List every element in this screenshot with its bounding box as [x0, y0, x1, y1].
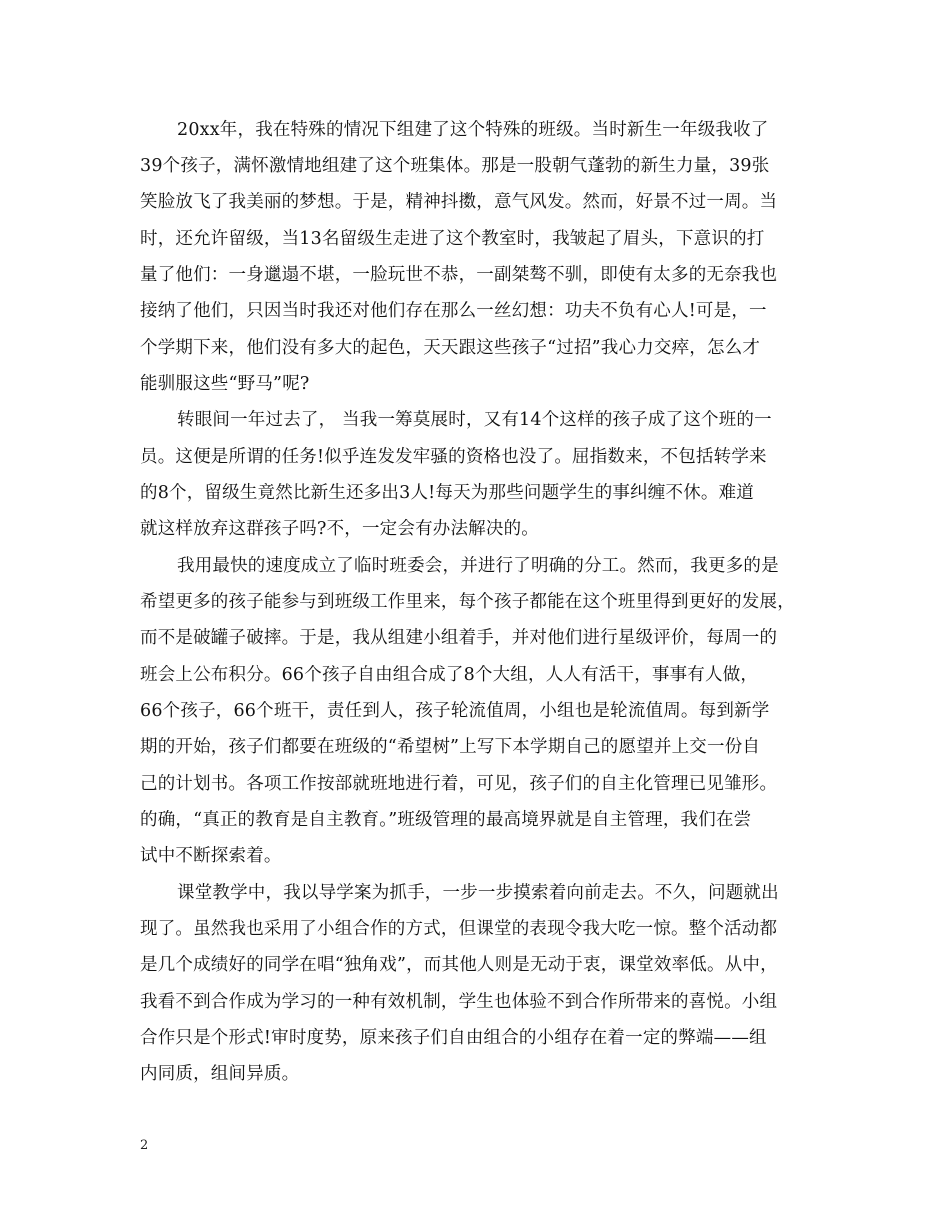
paragraph-line: 量了他们：一身邋遢不堪，一脸玩世不恭，一副桀骜不驯，即使有太多的无奈我也 [140, 265, 778, 285]
paragraph-line: 己的计划书。各项工作按部就班地进行着，可见，孩子们的自主化管理已见雏形。 [140, 774, 778, 794]
paragraph-line: 接纳了他们，只因当时我还对他们存在那么一丝幻想：功夫不负有心人!可是，一 [140, 301, 767, 321]
paragraph-line: 能驯服这些“野马”呢? [140, 374, 310, 394]
paragraph-line: 现了。虽然我也采用了小组合作的方式，但课堂的表现令我大吃一惊。整个活动都 [140, 919, 778, 939]
paragraph-line: 笑脸放飞了我美丽的梦想。于是，精神抖擞，意气风发。然而，好景不过一周。当 [140, 192, 778, 212]
paragraph-line: 66个孩子，66个班干，责任到人，孩子轮流值周，小组也是轮流值周。每到新学 [140, 701, 770, 721]
paragraph-line: 的8个，留级生竟然比新生还多出3人!每天为那些问题学生的事纠缠不休。难道 [140, 483, 754, 503]
paragraph-line: 20xx年，我在特殊的情况下组建了这个特殊的班级。当时新生一年级我收了 [177, 120, 769, 140]
page-number: 2 [140, 1138, 149, 1153]
paragraph-line: 内同质，组间异质。 [140, 1064, 300, 1084]
paragraph-line: 合作只是个形式!审时度势，原来孩子们自由组合的小组存在着一定的弊端——组 [140, 1028, 767, 1048]
paragraph-line: 的确，“真正的教育是自主教育。”班级管理的最高境界就是自主管理，我们在尝 [140, 810, 752, 830]
paragraph-line: 时，还允许留级，当13名留级生走进了这个教室时，我皱起了眉头，下意识的打 [140, 229, 765, 249]
paragraph-line: 转眼间一年过去了， 当我一筹莫展时，又有14个这样的孩子成了这个班的一 [177, 410, 772, 430]
paragraph-line: 是几个成绩好的同学在唱“独角戏”，而其他人则是无动于衷，课堂效率低。从中， [140, 955, 778, 975]
paragraph-line: 而不是破罐子破摔。于是，我从组建小组着手，并对他们进行星级评价，每周一的 [140, 628, 778, 648]
paragraph-line: 课堂教学中，我以导学案为抓手，一步一步摸索着向前走去。不久，问题就出 [177, 883, 779, 903]
paragraph-line: 个学期下来，他们没有多大的起色，天天跟这些孩子“过招”我心力交瘁，怎么才 [140, 338, 761, 358]
paragraph-line: 39个孩子，满怀激情地组建了这个班集体。那是一股朝气蓬勃的新生力量，39张 [140, 156, 770, 176]
paragraph-line: 期的开始，孩子们都要在班级的“希望树”上写下本学期自己的愿望并上交一份自 [140, 737, 761, 757]
paragraph-line: 试中不断探索着。 [140, 846, 282, 866]
paragraph-line: 我看不到合作成为学习的一种有效机制，学生也体验不到合作所带来的喜悦。小组 [140, 992, 778, 1012]
paragraph-line: 就这样放弃这群孩子吗?不，一定会有办法解决的。 [140, 519, 539, 539]
paragraph-line: 希望更多的孩子能参与到班级工作里来，每个孩子都能在这个班里得到更好的发展， [140, 592, 795, 612]
paragraph-line: 班会上公布积分。66个孩子自由组合成了8个大组，人人有活干，事事有人做， [140, 665, 759, 685]
paragraph-line: 员。这便是所谓的任务!似乎连发发牢骚的资格也没了。屈指数来，不包括转学来 [140, 447, 767, 467]
paragraph-line: 我用最快的速度成立了临时班委会，并进行了明确的分工。然而，我更多的是 [177, 556, 779, 576]
